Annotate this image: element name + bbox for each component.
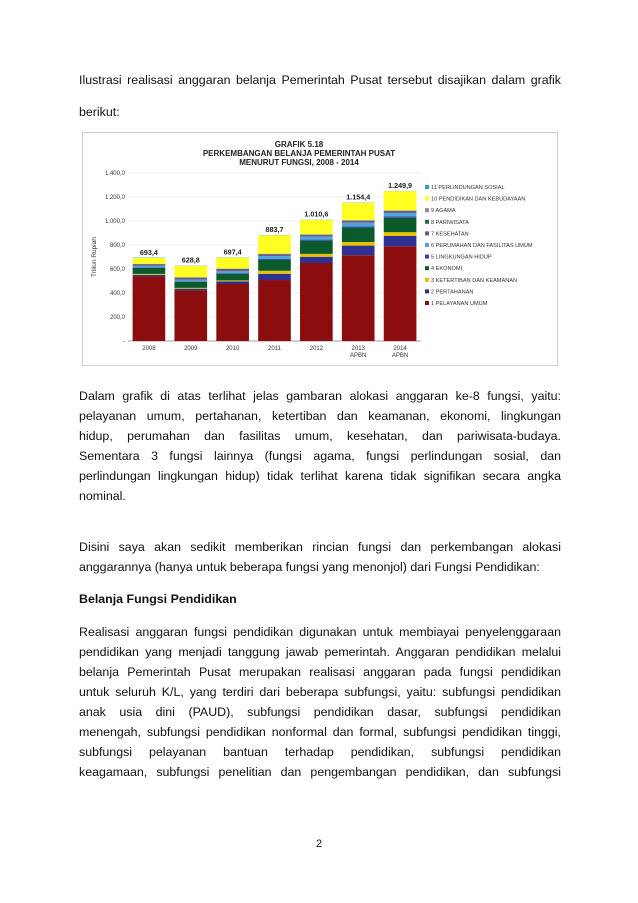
- bar-segment: [133, 275, 166, 277]
- text-line: perlindungan lingkungan hidup) tidak terlihat karena tidak signifikan secara angka: [79, 469, 561, 483]
- bar-segment: [258, 256, 291, 259]
- bar-segment: [258, 280, 291, 341]
- legend-entry: 1 PELAYANAN UMUM: [431, 301, 488, 307]
- y-tick-label: 800,0: [109, 243, 125, 250]
- bar-segment: [300, 237, 333, 240]
- bar-segment: [258, 235, 291, 253]
- bar-segment: [133, 274, 166, 275]
- stacked-bar-chart: [83, 133, 557, 365]
- bar-segment: [300, 240, 333, 241]
- legend-entry: 10 PENDIDIKAN DAN KEBUDAYAAN: [431, 196, 526, 203]
- legend-entry: 4 EKONOMI: [431, 266, 463, 273]
- x-tick-label: APBN: [350, 353, 367, 359]
- text-line: anak usia dini (PAUD), subfungsi pendidikan dasar, subfungsi pendidikan: [79, 705, 561, 719]
- bar-segment: [258, 254, 291, 256]
- legend-entry: 9 AGAMA: [431, 208, 456, 215]
- legend-swatch: [425, 278, 429, 282]
- bar-segment: [216, 273, 249, 274]
- bar-segment: [258, 259, 291, 260]
- bar-segment: [384, 232, 417, 236]
- bar-segment: [342, 255, 375, 341]
- bar-segment: [133, 258, 166, 264]
- bar-segment: [133, 277, 166, 341]
- bar-segment: [174, 289, 207, 291]
- text-line: nominal.: [79, 489, 126, 503]
- bar-total-label: 1.010,6: [304, 209, 329, 219]
- x-tick-label: 2008: [142, 346, 156, 352]
- bar-segment: [133, 268, 166, 274]
- text-line: hidup, perumahan dan fasilitas umum, kesehatan, dan pariwisata-budaya.: [79, 429, 561, 443]
- bar-segment: [384, 213, 417, 216]
- x-tick-label: 2014: [393, 346, 407, 352]
- intro-detail-paragraph: [79, 537, 561, 577]
- bar-segment: [342, 203, 375, 220]
- text-line: Realisasi anggaran fungsi pendidikan digunakan untuk membiayai penyelenggaraan: [79, 625, 561, 639]
- chart-figure: [82, 132, 558, 366]
- bar-segment: [342, 221, 375, 223]
- analysis-paragraph: [79, 386, 561, 506]
- bar-segment: [216, 269, 249, 271]
- chart-title-line: PERKEMBANGAN BELANJA PEMERINTAH PUSAT: [202, 149, 396, 158]
- bar-segment: [384, 236, 417, 246]
- bar-total-label: 628,8: [181, 255, 200, 265]
- text-line: pelayanan umum, pertahanan, ketertiban dan keamanan, ekonomi, lingkungan: [79, 409, 561, 423]
- bar-segment: [216, 274, 249, 281]
- page-number: 2: [315, 838, 323, 850]
- legend-entry: 5 LINGKUNGAN HIDUP: [431, 254, 492, 261]
- bar-segment: [174, 288, 207, 289]
- bar-segment: [342, 228, 375, 242]
- y-tick-label: -: [123, 339, 125, 346]
- legend-entry: 2 PERTAHANAN: [431, 289, 474, 296]
- legend-swatch: [425, 197, 429, 201]
- bar-segment: [342, 242, 375, 246]
- bar-segment: [258, 260, 291, 271]
- text-line: menengah, subfungsi pendidikan nonformal dan formal, subfungsi pendidikan tinggi,: [79, 725, 561, 739]
- bar-segment: [300, 263, 333, 341]
- x-tick-label: APBN: [391, 353, 409, 359]
- bar-segment: [384, 191, 417, 210]
- x-tick-label: 2010: [225, 346, 240, 352]
- bar-segment: [174, 291, 207, 341]
- bar-segment: [300, 235, 333, 237]
- bar-segment: [384, 246, 417, 341]
- bar-segment: [300, 220, 333, 234]
- legend-entry: 3 KETERTIBAN DAN KEAMANAN: [431, 277, 517, 284]
- y-tick-label: 1.400,0: [104, 171, 125, 178]
- legend-entry: 7 KESEHATAN: [431, 231, 469, 238]
- y-tick-label: 400,0: [109, 291, 125, 298]
- bar-segment: [216, 284, 249, 341]
- bar-total-label: 693,4: [139, 247, 158, 257]
- bar-segment: [300, 241, 333, 254]
- bar-segment: [216, 271, 249, 273]
- y-axis-label: Triliun Rupiah: [91, 237, 98, 277]
- legend-swatch: [425, 185, 429, 189]
- bar-segment: [300, 257, 333, 263]
- bar-segment: [174, 280, 207, 282]
- chart-title-line: GRAFIK 5.18: [274, 140, 324, 149]
- legend-swatch: [425, 289, 429, 293]
- bar-segment: [216, 280, 249, 281]
- legend-swatch: [425, 208, 429, 212]
- text-line: berikut:: [79, 105, 120, 119]
- text-line: pendidikan yang menjadi tanggung jawab pemerintah. Anggaran pendidikan melalui: [79, 645, 561, 659]
- intro-paragraph: [79, 70, 561, 122]
- bar-segment: [133, 264, 166, 266]
- legend-entry: 6 PERUMAHAN DAN FASILITAS UMUM: [431, 243, 533, 249]
- section-heading: Belanja Fungsi Pendidikan: [79, 592, 237, 606]
- text-line: Dalam grafik di atas terlihat jelas gambaran alokasi anggaran ke-8 fungsi, yaitu:: [79, 389, 561, 403]
- bar-segment: [174, 266, 207, 277]
- text-line: keagamaan, subfungsi penelitian dan pengembangan pendidikan, dan subfungsi: [79, 765, 561, 779]
- text-line: Sementara 3 fungsi lainnya (fungsi agama, fungsi perlindungan sosial, dan: [79, 449, 561, 463]
- bar-segment: [133, 266, 166, 267]
- bar-segment: [258, 274, 291, 280]
- bar-segment: [384, 218, 417, 232]
- x-tick-label: 2012: [309, 346, 324, 352]
- bar-total-label: 1.154,4: [346, 192, 371, 202]
- y-tick-label: 600,0: [109, 267, 125, 274]
- bar-total-label: 697,4: [223, 247, 242, 257]
- bar-segment: [384, 216, 417, 217]
- bar-segment: [174, 282, 207, 288]
- x-tick-label: 2009: [184, 346, 198, 352]
- bar-segment: [174, 278, 207, 280]
- legend-swatch: [425, 243, 429, 247]
- legend-swatch: [425, 255, 429, 259]
- bar-segment: [133, 267, 166, 268]
- y-tick-label: 1.200,0: [104, 195, 125, 202]
- chart-title-line: MENURUT FUNGSI, 2008 - 2014: [239, 158, 359, 167]
- text-line: subfungsi pelayanan bantuan terhadap pendidikan, subfungsi pendidikan: [79, 745, 561, 759]
- text-line: Disini saya akan sedikit memberikan rincian fungsi dan perkembangan alokasi: [79, 540, 561, 554]
- x-tick-label: 2013: [351, 346, 365, 352]
- legend-swatch: [425, 220, 429, 224]
- y-tick-label: 1.000,0: [104, 219, 125, 226]
- legend-entry: 11 PERLINDUNGAN SOSIAL: [431, 185, 505, 191]
- text-line: belanja Pemerintah Pusat merupakan realisasi anggaran pada fungsi pendidikan: [79, 665, 561, 679]
- bar-segment: [300, 254, 333, 257]
- bar-total-label: 1.249,9: [388, 181, 413, 191]
- y-tick-label: 200,0: [109, 315, 125, 322]
- bar-segment: [216, 281, 249, 284]
- text-line: untuk seluruh K/L, yang terdiri dari beberapa subfungsi, yaitu: subfungsi pendidikan: [79, 685, 561, 699]
- bar-segment: [216, 258, 249, 269]
- bar-segment: [342, 223, 375, 227]
- bar-segment: [174, 281, 207, 282]
- legend-swatch: [425, 301, 429, 305]
- bar-segment: [342, 226, 375, 227]
- legend-swatch: [425, 231, 429, 235]
- bar-segment: [384, 211, 417, 213]
- bar-segment: [258, 271, 291, 274]
- legend-swatch: [425, 266, 429, 270]
- text-line: anggarannya (hanya untuk beberapa fungsi yang menonjol) dari Fungsi Pendidikan:: [79, 560, 540, 574]
- bar-total-label: 883,7: [265, 224, 284, 234]
- text-line: Ilustrasi realisasi anggaran belanja Pemerintah Pusat tersebut disajikan dalam grafik: [79, 73, 561, 87]
- bar-segment: [342, 246, 375, 256]
- legend-entry: 8 PARIWISATA: [431, 219, 469, 226]
- x-tick-label: 2011: [268, 346, 281, 352]
- education-paragraph: [79, 622, 561, 782]
